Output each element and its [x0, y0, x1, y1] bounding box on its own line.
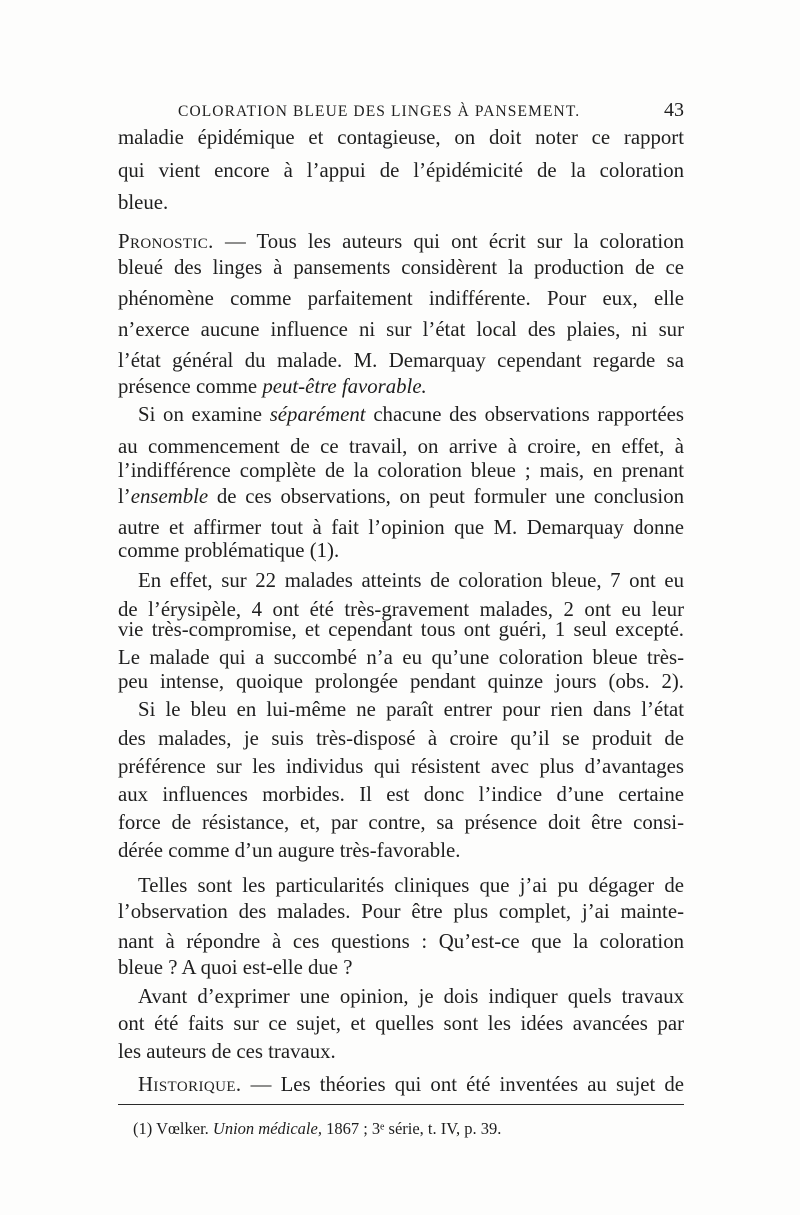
footnote-details: 1867 ; 3ᵉ série, t. IV, p. 39.	[321, 1119, 502, 1138]
text-line: bleué des linges à pansements considèrent la production de ce	[118, 256, 684, 279]
section-heading-pronostic: Pronostic.	[118, 230, 214, 253]
text-line: les auteurs de ces travaux.	[118, 1040, 336, 1063]
historique-heading-line	[138, 1072, 684, 1098]
text-line: au commencement de ce travail, on arrive à croire, en effet, à	[118, 435, 684, 458]
text-line: bleue ? A quoi est-elle due ?	[118, 956, 353, 979]
text-line: Telles sont les particularités cliniques que j’ai pu dégager de	[138, 874, 684, 897]
text-fragment: chacune des observations rapportées	[373, 403, 685, 426]
text-line: Si le bleu en lui-même ne paraît entrer pour rien dans l’état	[138, 698, 684, 721]
page-number: 43	[664, 99, 684, 121]
text-fragment: Les théories qui ont été inventées au sujet de	[280, 1073, 684, 1096]
page-header	[118, 99, 686, 125]
text-line: aux influences morbides. Il est donc l’indice d’une certaine	[118, 783, 684, 806]
text-line: qui vient encore à l’appui de l’épidémicité de la coloration	[118, 159, 684, 182]
text-line: ont été faits sur ce sujet, et quelles sont les idées avancées par	[118, 1012, 684, 1035]
text-fragment: l’	[118, 485, 131, 508]
italic-fragment: ensemble	[130, 485, 209, 508]
text-line	[118, 374, 684, 400]
footnote-journal: Union médicale,	[212, 1119, 322, 1138]
text-line: l’observation des malades. Pour être plus complet, j’ai mainte-	[118, 900, 684, 923]
text-line: force de résistance, et, par contre, sa présence doit être consi-	[118, 811, 684, 834]
footnote-author: Vœlker.	[152, 1119, 213, 1138]
italic-fragment: peut-être favorable.	[262, 375, 427, 398]
text-line	[138, 402, 684, 428]
text-line: des malades, je suis très-disposé à croire qu’il se produit de	[118, 727, 684, 750]
text-line: l’état général du malade. M. Demarquay cependant regarde sa	[118, 349, 684, 372]
text-line: Avant d’exprimer une opinion, je dois indiquer quels travaux	[138, 985, 684, 1008]
footnote-marker: (1)	[133, 1119, 153, 1138]
text-line: autre et affirmer tout à fait l’opinion que M. Demarquay donne	[118, 516, 684, 539]
text-fragment: présence comme	[118, 375, 263, 398]
running-title: COLORATION BLEUE DES LINGES À PANSEMENT.	[178, 103, 581, 120]
text-fragment: Tous les auteurs qui ont écrit sur la coloration	[256, 230, 684, 253]
text-line: l’indifférence complète de la coloration bleue ; mais, en prenant	[118, 459, 684, 482]
italic-fragment: séparément	[269, 403, 366, 426]
pronostic-heading-line	[118, 229, 684, 255]
text-line: préférence sur les individus qui résistent avec plus d’avantages	[118, 755, 684, 778]
text-line: nant à répondre à ces questions : Qu’est-ce que la coloration	[118, 930, 684, 953]
text-line: En effet, sur 22 malades atteints de coloration bleue, 7 ont eu	[138, 569, 684, 592]
text-line: dérée comme d’un augure très-favorable.	[118, 839, 461, 862]
section-heading-historique: Historique.	[138, 1073, 242, 1096]
heading-dash: —	[213, 230, 257, 253]
text-line: maladie épidémique et contagieuse, on doit noter ce rapport	[118, 126, 684, 149]
text-line: de l’érysipèle, 4 ont été très-gravement malades, 2 ont eu leur	[118, 598, 684, 621]
heading-dash: —	[241, 1073, 281, 1096]
footnote-rule	[118, 1104, 684, 1105]
text-fragment: de ces observations, on peut formuler une conclusion	[208, 485, 684, 508]
text-line: peu intense, quoique prolongée pendant quinze jours (obs. 2).	[118, 670, 684, 693]
text-fragment: Si on examine	[138, 403, 270, 426]
text-line: vie très-compromise, et cependant tous ont guéri, 1 seul excepté.	[118, 618, 684, 641]
text-line: comme problématique (1).	[118, 539, 340, 562]
footnote	[133, 1117, 673, 1141]
text-line: bleue.	[118, 191, 169, 214]
text-line	[118, 484, 684, 510]
text-line: n’exerce aucune influence ni sur l’état local des plaies, ni sur	[118, 318, 684, 341]
text-line: Le malade qui a succombé n’a eu qu’une coloration bleue très-	[118, 646, 684, 669]
text-line: phénomène comme parfaitement indifférente. Pour eux, elle	[118, 287, 684, 310]
